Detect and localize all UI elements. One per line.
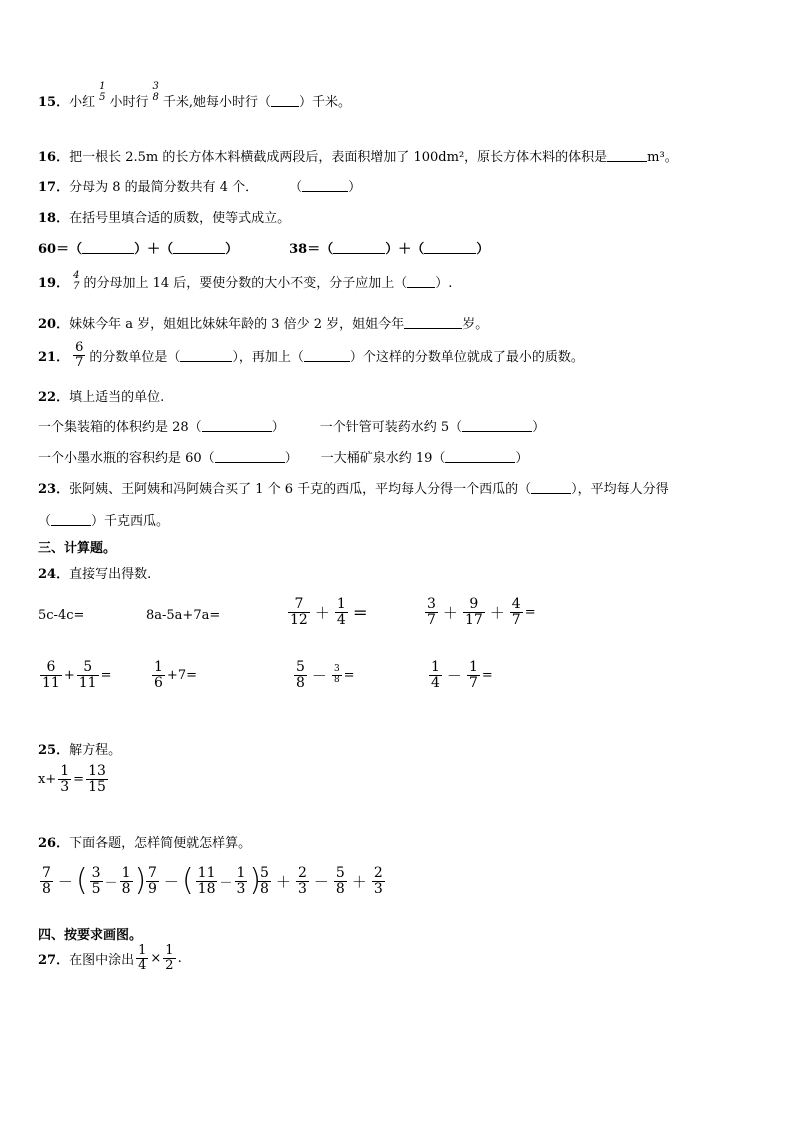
question-15	[38, 81, 352, 111]
question-number: 23．	[38, 482, 70, 497]
question-19	[38, 271, 452, 292]
text: 小红	[69, 95, 96, 110]
question-number: 25．	[38, 743, 70, 758]
text: 一大桶矿泉水约 19（	[320, 451, 446, 466]
denominator: 7	[73, 280, 80, 292]
text: 解方程。	[69, 743, 122, 758]
denominator: 8	[42, 880, 51, 897]
expression: 5c-4c=	[38, 608, 85, 623]
equals: =	[524, 604, 536, 620]
paren: （	[289, 180, 303, 195]
fraction-4-7	[71, 271, 81, 292]
question-number: 26．	[38, 836, 70, 851]
text: 在括号里填合适的质数，使等式成立。	[69, 211, 291, 226]
text: 38＝（	[289, 242, 334, 257]
text: ）.	[435, 276, 453, 291]
operator: ＋	[442, 603, 458, 622]
fraction	[40, 660, 62, 690]
equals: =	[100, 667, 112, 683]
text: ）	[271, 420, 285, 435]
fraction	[332, 665, 342, 685]
answer-blank[interactable]	[180, 349, 232, 362]
question-26	[38, 832, 251, 851]
numerator: 5	[260, 865, 269, 881]
left-paren: (	[75, 863, 88, 899]
fraction	[58, 764, 71, 794]
answer-blank[interactable]	[607, 149, 647, 162]
operator: －	[446, 666, 462, 685]
denominator: 7	[468, 674, 478, 691]
question-number: 22．	[38, 390, 70, 405]
equation-25	[38, 764, 110, 794]
numerator: 1	[336, 596, 346, 612]
operator: ＋	[314, 603, 330, 622]
calc-8a	[146, 608, 220, 623]
denominator: 6	[154, 674, 163, 691]
text: 一个小墨水瓶的容积约是 60（	[38, 451, 215, 466]
fraction	[146, 866, 159, 896]
denominator: 3	[373, 880, 383, 897]
question-27	[38, 944, 182, 972]
fraction	[77, 660, 99, 690]
answer-blank[interactable]	[51, 513, 91, 526]
answer-blank[interactable]	[407, 275, 435, 288]
answer-blank[interactable]	[424, 241, 476, 254]
numerator: 1	[138, 943, 147, 958]
question-number: 20．	[38, 317, 70, 332]
unit: 岁。	[462, 317, 489, 332]
fraction	[294, 660, 307, 690]
numerator: 2	[297, 865, 307, 881]
question-number: 24．	[38, 567, 70, 582]
answer-blank[interactable]	[304, 349, 350, 362]
denominator: 3	[60, 778, 70, 795]
numerator: 5	[296, 659, 305, 675]
fraction	[334, 866, 347, 896]
expression: 8a-5a+7a=	[146, 608, 221, 623]
fraction-3-8	[151, 82, 161, 103]
numerator: 3	[152, 81, 159, 92]
operator: +	[63, 667, 75, 683]
answer-blank[interactable]	[215, 450, 285, 463]
numerator: 1	[99, 81, 106, 92]
numerator: 3	[91, 865, 101, 881]
denominator: 12	[290, 611, 308, 628]
question-21	[38, 341, 584, 369]
operator: －	[104, 875, 118, 891]
operator: －	[313, 872, 329, 891]
calc-1-4-minus-1-7	[427, 660, 493, 690]
denominator: 5	[99, 91, 106, 103]
question-25	[38, 739, 121, 758]
section-3-heading	[38, 537, 116, 556]
text: 妹妹今年 a 岁，姐姐比妹妹年龄的 3 倍少 2 岁，姐姐今年	[69, 317, 405, 332]
fraction	[467, 660, 480, 690]
text: 60＝（	[38, 242, 83, 257]
calc-3-7-plus-9-17-plus-4-7	[423, 597, 536, 627]
answer-blank[interactable]	[531, 481, 571, 494]
text: ），再加上（	[232, 349, 304, 365]
denominator: 11	[42, 674, 60, 691]
text: 直接写出得数.	[69, 567, 152, 582]
numerator: 3	[333, 664, 340, 675]
text: 分母为 8 的最简分数共有 4 个．	[69, 180, 259, 195]
text: .	[177, 950, 182, 966]
heading-text: 三、计算题。	[38, 541, 117, 556]
answer-blank[interactable]	[445, 450, 515, 463]
fraction	[152, 660, 165, 690]
fraction	[372, 866, 385, 896]
numerator: 4	[511, 596, 521, 612]
denominator: 9	[148, 880, 157, 897]
fraction	[40, 866, 53, 896]
calc-1-6-plus-7	[150, 660, 197, 690]
fraction	[335, 597, 348, 627]
text: 一个集装箱的体积约是 28（	[38, 420, 202, 435]
denominator: 8	[296, 674, 305, 691]
text: 下面各题，怎样简便就怎样算。	[69, 836, 252, 851]
denominator: 8	[260, 880, 269, 897]
calc-26-2	[144, 863, 262, 899]
text: ），平均每人分得	[571, 482, 669, 497]
text: ）	[284, 451, 298, 466]
equals: =	[481, 667, 493, 683]
expression: +7=	[166, 667, 197, 683]
text: ）	[532, 420, 546, 435]
text: ）千米。	[299, 95, 352, 110]
fraction	[510, 597, 523, 627]
answer-blank[interactable]	[302, 179, 348, 192]
calc-7-12-plus-1-4	[286, 597, 371, 627]
answer-blank[interactable]	[404, 316, 462, 329]
denominator: 15	[88, 778, 106, 795]
denominator: 4	[431, 674, 440, 691]
numerator: 2	[373, 865, 383, 881]
text: ）	[515, 451, 529, 466]
question-18-equations	[38, 238, 489, 257]
left-paren: (	[181, 863, 194, 899]
answer-blank[interactable]	[82, 241, 134, 254]
numerator: 7	[42, 865, 51, 881]
numerator: 7	[294, 596, 304, 612]
text: ）	[476, 242, 490, 257]
answer-blank[interactable]	[462, 419, 532, 432]
question-23	[38, 478, 669, 497]
fraction	[120, 866, 133, 896]
denominator: 17	[464, 611, 483, 628]
question-17	[38, 176, 361, 195]
right-paren: )	[134, 863, 147, 899]
text: ）个这样的分数单位就成了最小的质数。	[349, 349, 584, 365]
answer-blank[interactable]	[173, 241, 225, 254]
fraction	[296, 866, 309, 896]
text: ）千克西瓜。	[91, 514, 170, 529]
numerator: 6	[75, 340, 84, 355]
fraction	[425, 597, 438, 627]
operator: ×	[150, 950, 162, 966]
calc-5c	[38, 608, 84, 623]
denominator: 8	[152, 91, 159, 103]
text: 的分母加上 14 后，要使分数的大小不变，分子应加上（	[83, 276, 408, 291]
question-18	[38, 207, 290, 226]
text: ）	[225, 242, 239, 257]
unit: m³。	[647, 150, 678, 165]
answer-blank[interactable]	[202, 419, 272, 432]
numerator: 1	[154, 659, 163, 675]
question-22-row-2	[38, 447, 528, 466]
section-4-heading	[38, 924, 142, 943]
numerator: 1	[468, 659, 478, 675]
paren: （	[38, 514, 52, 529]
heading-text: 四、按要求画图。	[38, 928, 143, 943]
numerator: 5	[83, 659, 93, 675]
operator: －	[311, 666, 327, 685]
question-22	[38, 386, 164, 405]
numerator: 3	[427, 596, 436, 612]
denominator: 7	[511, 611, 521, 628]
question-number: 18．	[38, 211, 70, 226]
text: 把一根长 2.5m 的长方体木料横截成两段后，表面积增加了 100dm²，原长方体木料的体积是	[69, 150, 608, 165]
denominator: 18	[197, 880, 216, 897]
fraction	[90, 866, 103, 896]
text: 张阿姨、王阿姨和冯阿姨合买了 1 个 6 千克的西瓜，平均每人分得一个西瓜的（	[69, 482, 532, 497]
fraction-6-7	[73, 341, 85, 369]
denominator: 4	[138, 957, 147, 973]
right-paren: )	[249, 863, 262, 899]
calc-5-8-minus-3-8	[292, 660, 355, 690]
question-number: 27．	[38, 952, 70, 968]
operator: ＋	[351, 872, 367, 891]
question-22-row-1	[38, 416, 545, 435]
denominator: 8	[333, 674, 340, 685]
fraction	[86, 764, 108, 794]
fraction	[258, 866, 271, 896]
denominator: 11	[78, 674, 97, 691]
equals: =	[73, 771, 85, 787]
numerator: 1	[236, 865, 246, 881]
operator: －	[57, 872, 73, 891]
calc-26-3	[256, 866, 387, 896]
question-20	[38, 313, 488, 332]
question-number: 16．	[38, 150, 70, 165]
text: ）＋（	[385, 242, 425, 257]
equals: =	[343, 667, 355, 683]
operator: ＋	[489, 603, 505, 622]
text: 小时行	[109, 95, 149, 110]
numerator: 4	[73, 270, 80, 281]
numerator: 1	[165, 943, 174, 958]
fraction	[463, 597, 485, 627]
denominator: 7	[75, 354, 84, 370]
denominator: 3	[297, 880, 307, 897]
numerator: 9	[469, 596, 479, 612]
answer-blank[interactable]	[333, 241, 385, 254]
fraction	[235, 866, 248, 896]
numerator: 5	[335, 865, 345, 881]
numerator: 13	[88, 763, 106, 779]
denominator: 4	[336, 611, 346, 628]
denominator: 7	[427, 611, 436, 628]
text: 在图中涂出	[69, 952, 135, 968]
operator: －	[163, 872, 179, 891]
question-number: 15．	[38, 95, 70, 110]
fraction	[429, 660, 442, 690]
question-24	[38, 563, 151, 582]
text: 填上适当的单位.	[69, 390, 165, 405]
denominator: 5	[91, 880, 101, 897]
fraction	[288, 597, 310, 627]
answer-blank[interactable]	[271, 94, 299, 107]
question-23-line-2	[38, 510, 169, 529]
numerator: 7	[148, 865, 157, 881]
numerator: 1	[121, 865, 131, 881]
numerator: 6	[46, 659, 56, 675]
denominator: 3	[236, 880, 246, 897]
expression: x+	[38, 771, 57, 787]
denominator: 8	[335, 880, 345, 897]
numerator: 11	[197, 865, 216, 881]
operator: －	[219, 875, 233, 891]
calc-26-1	[38, 863, 147, 899]
paren: ）	[348, 180, 362, 195]
operator: ＋	[275, 872, 291, 891]
question-16	[38, 146, 678, 165]
numerator: 1	[431, 659, 440, 675]
question-number: 19．	[38, 276, 70, 291]
question-number: 21．	[38, 349, 70, 365]
fraction	[196, 866, 218, 896]
question-number: 17．	[38, 180, 70, 195]
text: 千米,她每小时行（	[162, 95, 272, 110]
denominator: 2	[165, 957, 174, 973]
equals: ＝	[352, 603, 368, 622]
fraction-1-5	[97, 82, 107, 103]
fraction-1-4	[136, 944, 148, 972]
denominator: 8	[121, 880, 131, 897]
calc-6-11-plus-5-11	[38, 660, 111, 690]
numerator: 1	[60, 763, 70, 779]
fraction-1-2	[163, 944, 175, 972]
text: 一个针管可装药水约 5（	[319, 420, 463, 435]
text: ）＋（	[134, 242, 174, 257]
text: 的分数单位是（	[89, 349, 181, 365]
